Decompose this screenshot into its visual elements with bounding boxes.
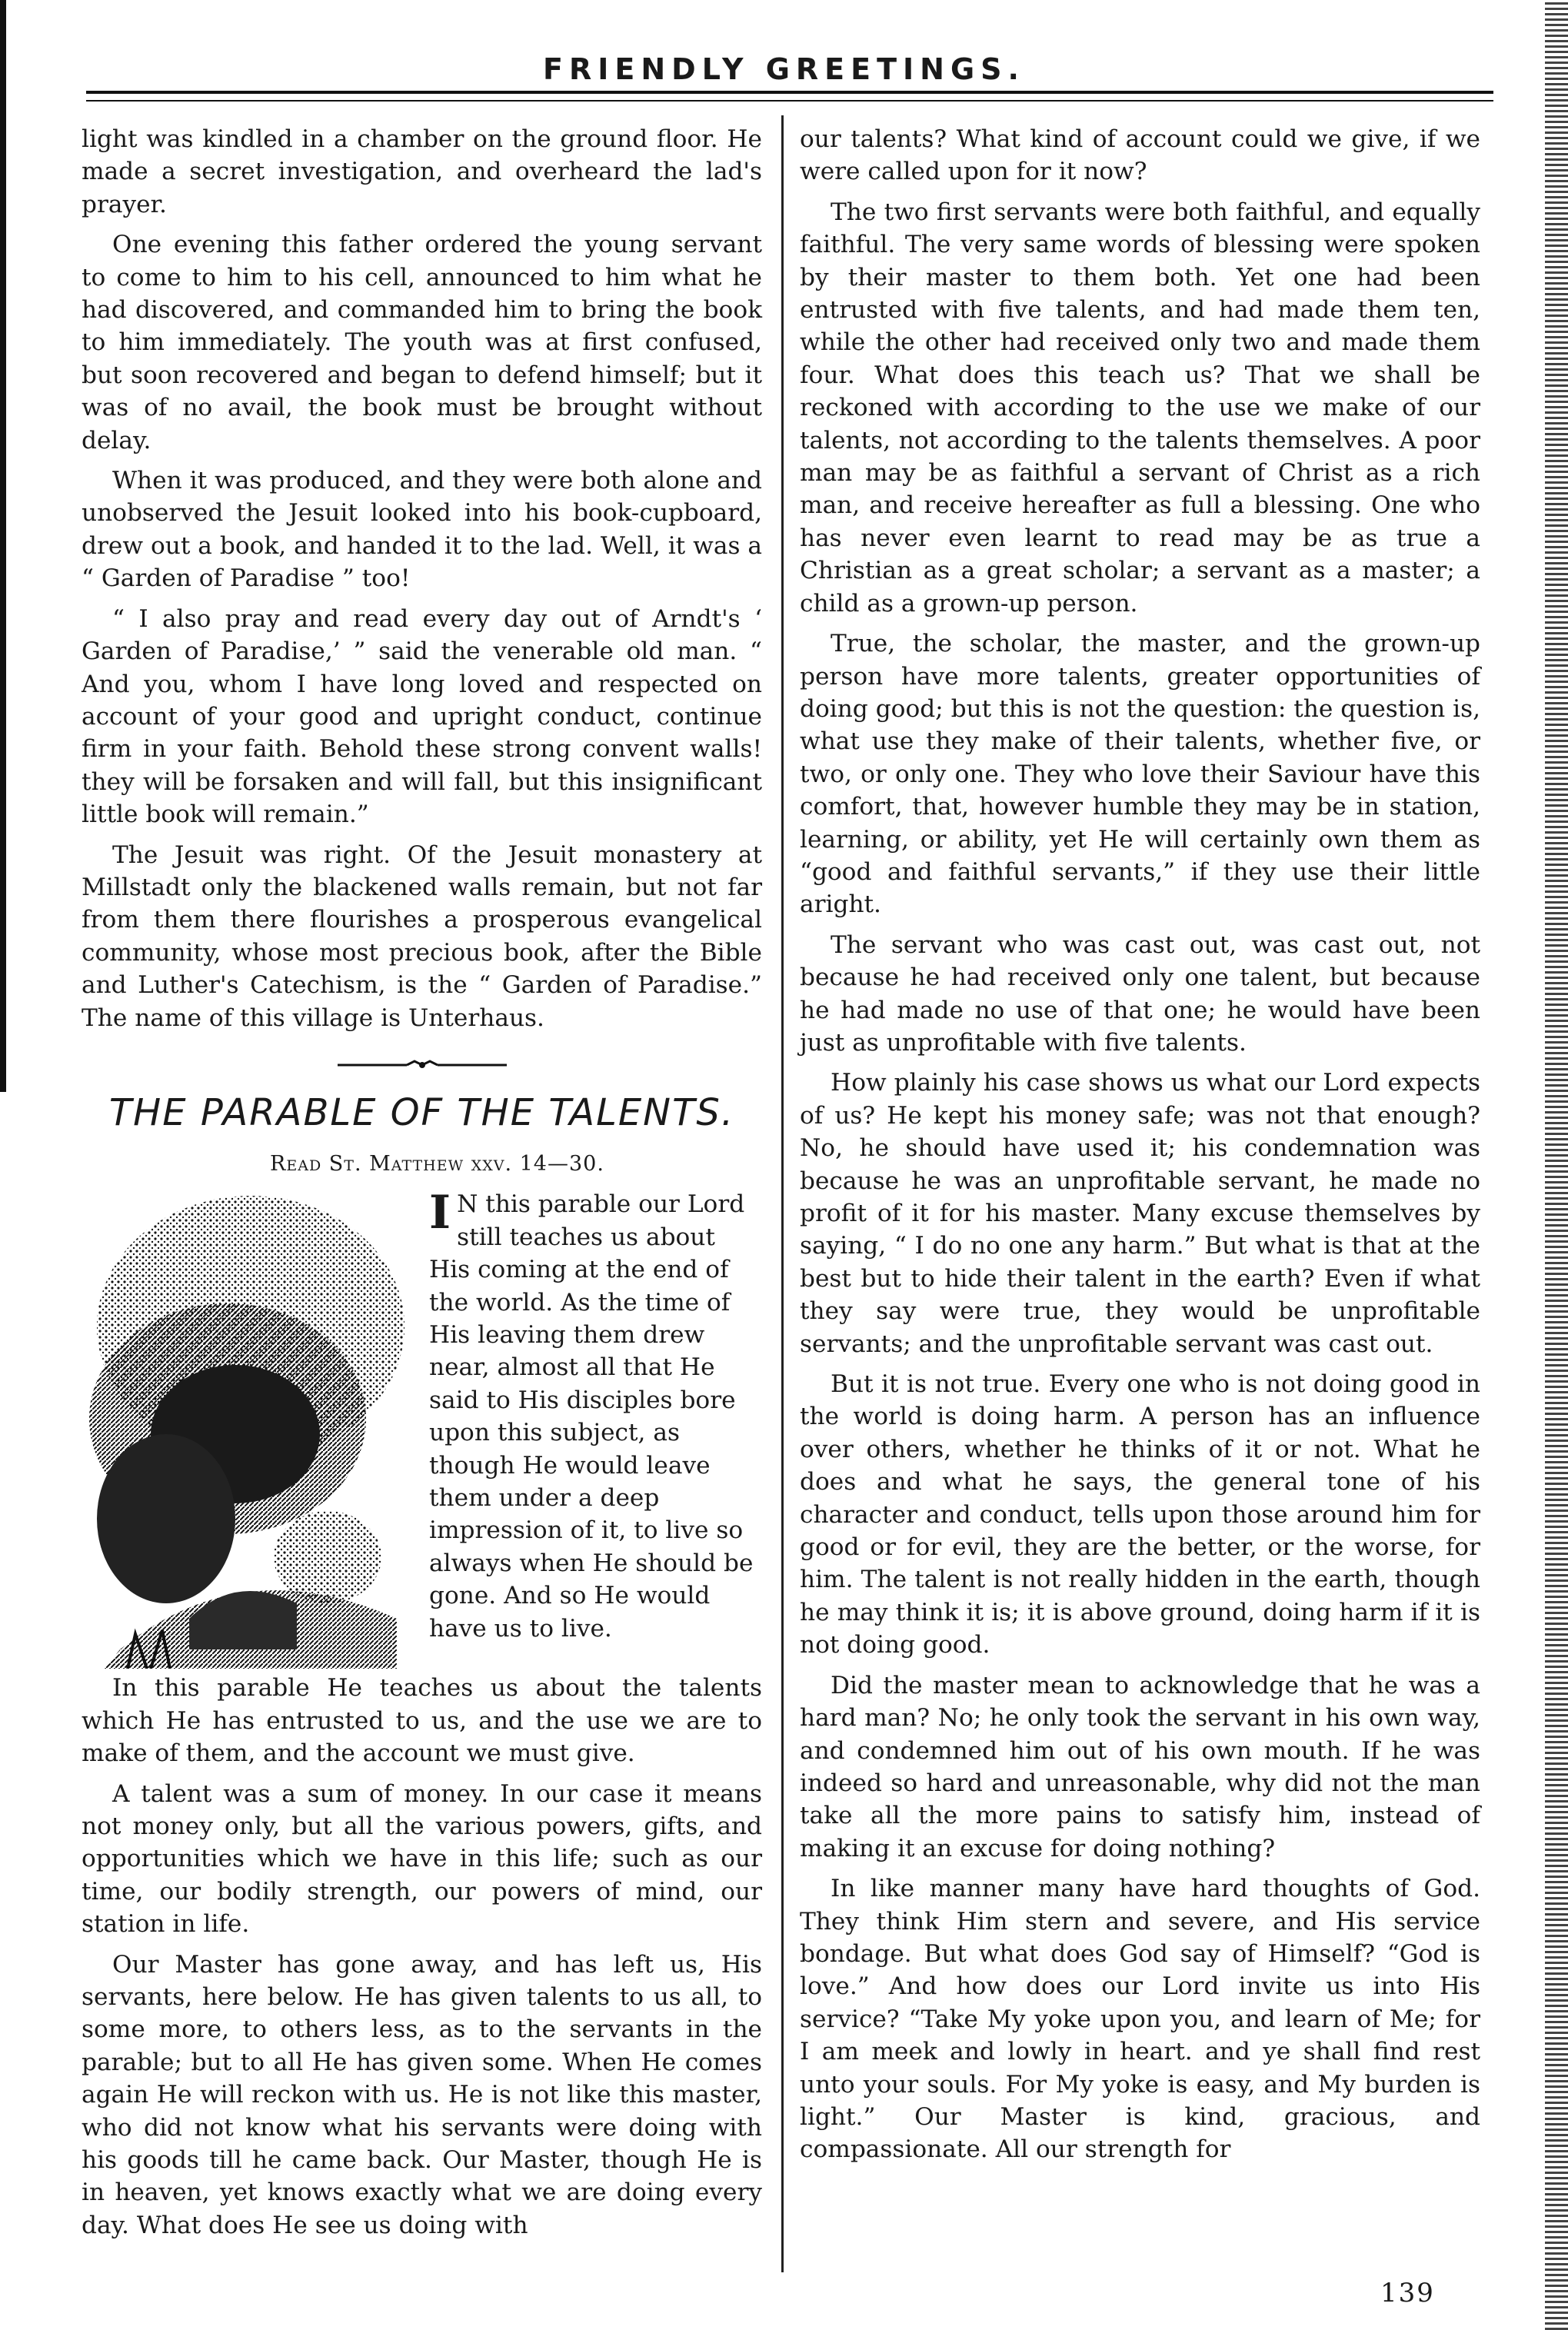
opening-paragraph: N this parable our Lord still teaches us about His coming at the end of the world. As the time of His leaving them drew near, almost all that He said to His disciples bore upon this subject, as though He would leave them under a deep impression of it, to live so always when He should be gone. And so He would have us to live.: [429, 1190, 754, 1643]
paragraph: In like manner many have hard thoughts of God. They think Him stern and severe, and His service bondage. But what does God say of Himself? “God is love.” And how does our Lord invite us into His service? “Take My yoke upon you, and learn of Me; for I am meek and lowly in heart. and ye shall find rest unto your souls. For My yoke is easy, and My burden is light.” Our Master is kind, gracious, and compassionate. All our strength for: [800, 1875, 1480, 2164]
binding-edge: [0, 0, 6, 1092]
paragraph: True, the scholar, the master, and the grown-up person have more talents, greater opportunities of doing good; but this is not the question: the question is, what use they make of their talents, whether five, or two, or only one. They who love their Saviour have this comfort, that, however humble they may be in station, learning, or ability, yet He will certainly own them as “good and faithful servants,” if they use their little aright.: [800, 630, 1480, 919]
page-edge: [1545, 0, 1568, 2330]
paragraph: our talents? What kind of account could we give, if we were called upon for it now?: [800, 125, 1480, 186]
woodcut-illustration: [74, 1188, 420, 1669]
header-rule: [86, 91, 1493, 94]
left-column: [82, 123, 762, 2249]
running-title: FRIENDLY GREETINGS.: [543, 52, 1025, 86]
paragraph: Did the master mean to acknowledge that he was a hard man? No; he only took the servant in his own way, and condemned him out of his own mouth. If he was indeed so hard and unreasonable, why did not the man take all the more pains to satisfy him, instead of making it an excuse for doing nothing?: [800, 1671, 1480, 1862]
page-number: 139: [1380, 2278, 1435, 2308]
paragraph: When it was produced, and they were both alone and unobserved the Jesuit looked into his book-cupboard, drew out a book, and handed it to the lad. Well, it was a “ Garden of Paradise ” too!: [82, 467, 762, 593]
header-rule-thin: [86, 100, 1493, 102]
column-divider: [781, 115, 784, 2272]
article-reference: Read St. Matthew xxv. 14—30.: [270, 1151, 604, 1176]
paragraph: A talent was a sum of money. In our case it means not money only, but all the various powers, gifts, and opportunities which we have in this life; such as our time, our bodily strength, our powers of mind, our station in life.: [82, 1779, 762, 1939]
illustrated-opening: [82, 1188, 762, 1645]
section-ornament: [82, 1050, 762, 1067]
paragraph: light was kindled in a chamber on the ground floor. He made a secret investigation, and overheard the lad's prayer.: [82, 125, 762, 218]
paragraph: In this parable He teaches us about the talents which He has entrusted to us, and the use we are to make of them, and the account we must give.: [82, 1674, 762, 1768]
right-column: [800, 123, 1480, 2174]
paragraph: How plainly his case shows us what our Lord expects of us? He kept his money safe; was not that enough? No, he should have used it; his condemnation was because he was an unprofitable servant, he made no profit of it for his master. Many excuse themselves by saying, “ I do no one any harm.” But what is that at the best but to hide their talent in the earth? Even if what they say were true, they would be unprofitable servants; and the unprofitable servant was cast out.: [800, 1069, 1480, 1358]
paragraph: Our Master has gone away, and has left us, His servants, here below. He has given talents to us all, to some more, to others less, as to the servants in the parable; but to all He has given some. When He comes again He will reckon with us. He is not like this master, who did not know what his servants were doing with his goods till he came back. Our Master, though He is in heaven, yet knows exactly what we are doing every day. What does He see us doing with: [82, 1950, 762, 2239]
paragraph: “ I also pray and read every day out of Arndt's ‘ Garden of Paradise,’ ” said the venerable old man. “ And you, whom I have long loved and respected on account of your good and upright conduct, continue firm in your faith. Behold these strong convent walls! they will be forsaken and will fall, but this insignificant little book will remain.”: [82, 604, 762, 829]
paragraph: The two first servants were both faithful, and equally faithful. The very same words of blessing were spoken by their master to them both. Yet one had been entrusted with five talents, and had made them ten, while the other had received only two and made them four. What does this teach us? That we shall be reckoned with according to the use we make of our talents, not according to the talents themselves. A poor man may be as faithful a servant of Christ as a rich man, and receive hereafter as full a blessing. One who has never even learnt to read may be as true a Christian as a great scholar; a servant as a master; a child as a grown-up person.: [800, 198, 1480, 617]
paragraph: But it is not true. Every one who is not doing good in the world is doing harm. A person has an influence over others, whether he thinks of it or not. What he does and what he says, the general tone of his character and conduct, tells upon those around him for good or for evil, they are the better, or the worse, for him. The talent is not really hidden in the earth, though he may think it is; it is above ground, doing harm if it is not doing good.: [800, 1370, 1480, 1659]
paragraph: The servant who was cast out, was cast out, not because he had received only one talent, but because he had made no use of that one; he would have been just as unprofitable with five talents.: [800, 930, 1480, 1057]
article-title: THE PARABLE OF THE TALENTS.: [108, 1090, 735, 1134]
paragraph: One evening this father ordered the young servant to come to him to his cell, announced to him what he had discovered, and commanded him to bring the book to him immediately. The youth was at first confused, but soon recovered and began to defend himself; but it was of no avail, the book must be brought without delay.: [82, 231, 762, 454]
drop-cap: I: [429, 1186, 451, 1240]
paragraph: The Jesuit was right. Of the Jesuit monastery at Millstadt only the blackened walls remain, but not far from them there flourishes a prosperous evangelical community, whose most precious book, after the Bible and Luther's Catechism, is the “ Garden of Paradise.” The name of this village is Unterhaus.: [82, 840, 762, 1032]
